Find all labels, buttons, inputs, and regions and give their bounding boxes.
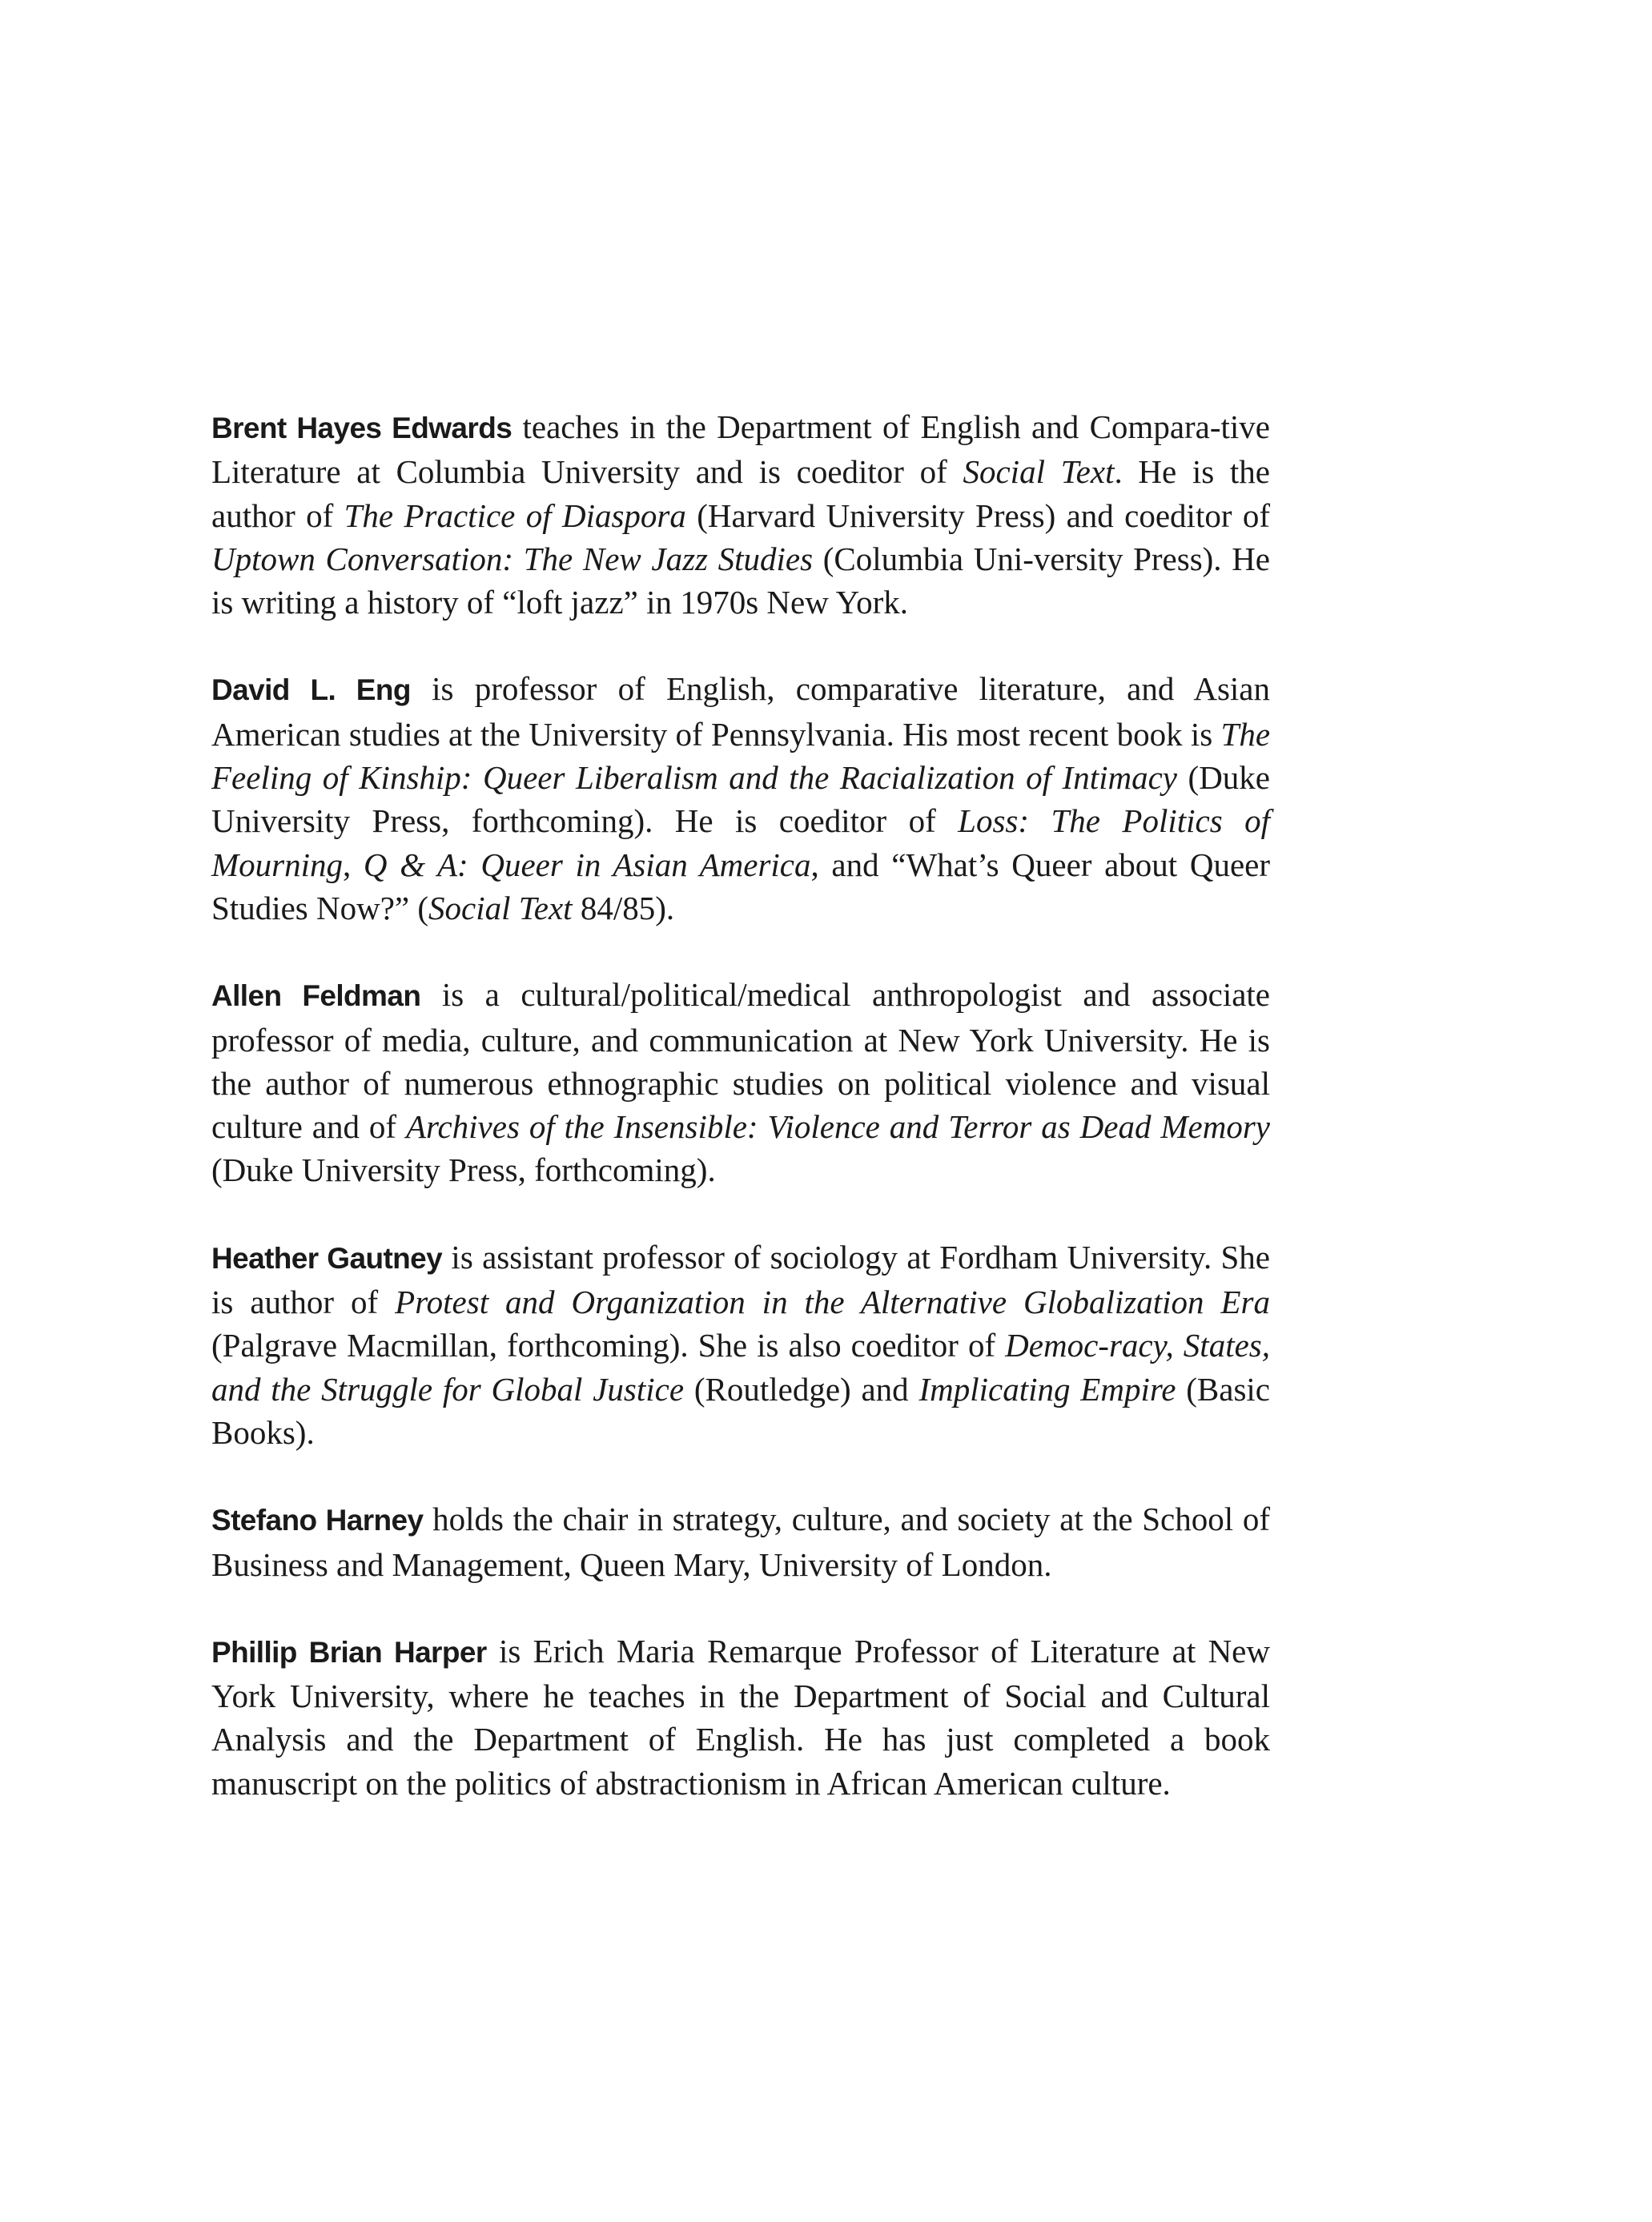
italic-title: Loss: The Politics of Mourning	[211, 802, 1270, 883]
bio-heather-gautney: Heather Gautney is assistant professor of sociology at Fordham University. She is author of Protest and Organization in the Alternative Globalization Era (Palgrave Macmillan, forthcoming). She is also coeditor of Democ-racy, States, and the Struggle for Global Justice (Routledge) and Implicating Empire (Basic Books).	[211, 1238, 1271, 1451]
italic-title: The Practice of Diaspora	[344, 496, 686, 534]
italic-title: Q & A: Queer in Asian America	[363, 846, 811, 883]
contributor-name: Phillip Brian Harper	[211, 1635, 487, 1669]
bio-brent-hayes-edwards: Brent Hayes Edwards teaches in the Department of English and Compara-tive Literature at Columbia University and is coeditor of Social Text. He is the author of The Practice of Diaspora (Harvard University Press) and coeditor of Uptown Conversation: The New Jazz Studies (Columbia Uni-versity Press). He is writing a history of “loft jazz” in 1970s New York.	[211, 408, 1270, 621]
contributor-name: David L. Eng	[211, 673, 411, 707]
contributor-name: Heather Gautney	[211, 1241, 443, 1275]
bio-stefano-harney: Stefano Harney holds the chair in strategy, culture, and society at the School of Business and Management, Queen Mary, University of London.	[211, 1501, 1270, 1583]
bio-phillip-brian-harper: Phillip Brian Harper is Erich Maria Remarque Professor of Literature at New York University, where he teaches in the Department of Social and Cultural Analysis and the Department of English. He has just completed a book manuscript on the politics of abstractionism in African American culture.	[211, 1632, 1270, 1802]
contributor-name: Stefano Harney	[211, 1504, 424, 1537]
italic-title: Archives of the Insensible: Violence and Terror as Dead Memory	[405, 1108, 1270, 1146]
italic-title: Social Text	[963, 453, 1115, 491]
italic-title: Implicating Empire	[918, 1370, 1176, 1408]
italic-title: The Feeling of Kinship: Queer Liberalism and the Racialization of Intimacy	[211, 715, 1271, 797]
italic-title: Social Text	[428, 889, 573, 926]
contributor-name: Allen Feldman	[211, 979, 421, 1013]
italic-title: Democ-racy, States, and the Struggle for Global Justice	[211, 1327, 1270, 1408]
contributor-name: Brent Hayes Edwards	[211, 412, 512, 444]
italic-title: Protest and Organization in the Alternative Globalization Era	[395, 1284, 1270, 1321]
contributors-page	[211, 405, 1270, 1848]
bio-allen-feldman: Allen Feldman is a cultural/political/medical anthropologist and associate professor of media, culture, and communication at New York University. He is the author of numerous ethnographic studies on political violence and visual culture and of Archives of the Insensible: Violence and Terror as Dead Memory (Duke University Press, forthcoming).	[211, 976, 1270, 1189]
bio-david-l-eng: David L. Eng is professor of English, comparative literature, and Asian American studies at the University of Pennsylvania. His most recent book is The Feeling of Kinship: Queer Liberalism and the Racialization of Intimacy (Duke University Press, forthcoming). He is coeditor of Loss: The Politics of Mourning, Q & A: Queer in Asian America, and “What’s Queer about Queer Studies Now?” (Social Text 84/85).	[211, 670, 1271, 926]
italic-title: Uptown Conversation: The New Jazz Studies	[211, 540, 814, 577]
